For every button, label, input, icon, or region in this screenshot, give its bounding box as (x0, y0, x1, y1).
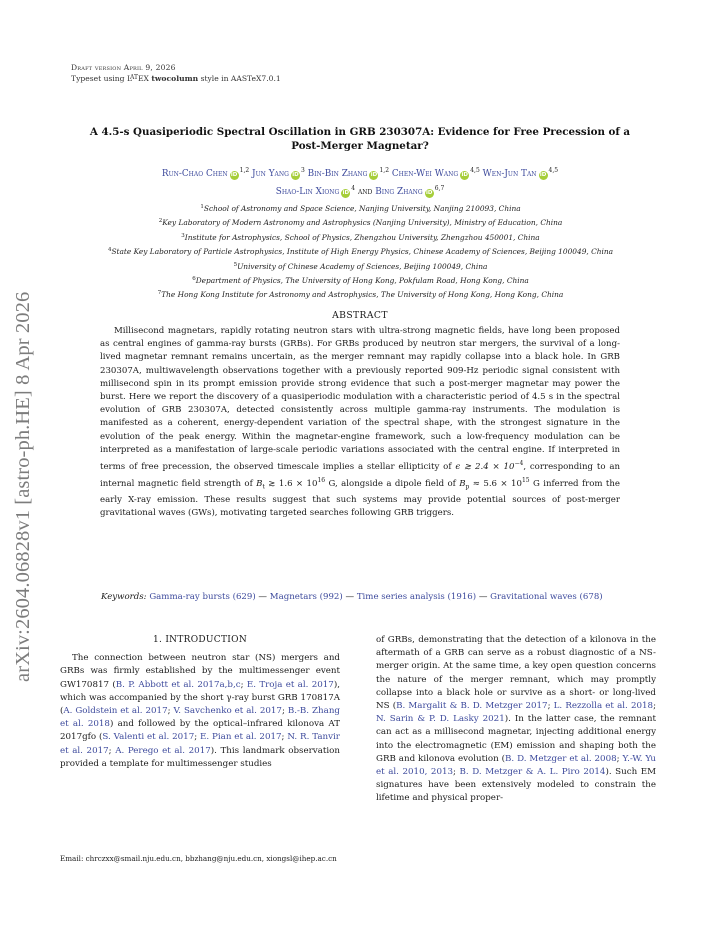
arxiv-identifier-stamp[interactable]: arXiv:2604.06828v1 [astro-ph.HE] 8 Apr 2026 (12, 291, 34, 682)
author-list (70, 164, 650, 199)
orcid-icon[interactable]: iD (425, 189, 433, 196)
draft-version: Draft version April 9, 2026 (71, 63, 176, 72)
section-heading-introduction: 1. INTRODUCTION (152, 635, 248, 645)
keyword-link[interactable]: Time series analysis (1916) (356, 592, 477, 602)
citation-link[interactable]: B. D. Metzger & A. L. Piro 2014 (459, 767, 606, 778)
paper-title: A 4.5-s Quasiperiodic Spectral Oscillation in GRB 230307A: Evidence for Free Precession of a Post-Merger Magnetar? (89, 126, 631, 152)
affiliation-text: Key Laboratory of Modern Astronomy and Astrophysics (Nanjing University), Ministry of Education, China (162, 218, 563, 228)
orcid-icon[interactable]: iD (370, 172, 378, 178)
affiliation-line (40, 230, 680, 244)
body-text: ; (281, 706, 288, 717)
keyword-separator: — (476, 592, 491, 602)
author-name[interactable]: Chen-Wei Wang (391, 169, 459, 179)
citation-link[interactable]: B. Margalit & B. D. Metzger 2017 (396, 701, 548, 712)
orcid-icon[interactable]: iD (292, 172, 299, 178)
abstract-body: Millisecond magnetars, rapidly rotating neutron stars with ultra-strong magnetic fields, have long been proposed as central engines of gamma-ray bursts (GRBs). For GRBs produced by neutron star mergers, the survival of a long-lived magnetar remnant remains uncertain, as the merger remnant may rapidly collapse into a black hole. In GRB 230307A, multiwavelength observations together with a previously reported 909-Hz periodic signal consistent with millisecond spin in its prompt emission provide strong evidence that such a post-merger magnetar may power the burst. Here we report the discovery of a quasiperiodic modulation with a characteristic period of 4.5 s in the spectral evolution of GRB 230307A, detected consistently across multiple gamma-ray instruments. The modulation is manifested as a coherent, energy-dependent variation of the spectral shape, with the strongest signature in the evolution of the peak energy. Within the magnetar-engine framework, such a low-frequency modulation can be interpreted as a manifestation of large-scale periodic variations associated with the central engine. If interpreted in terms of free precession, the observed timescale implies a stellar ellipticity of ϵ ≳ $2.4 \times 10^{-4}$, corresponding to an internal magnetic field strength of $B_t$ ≳ $1.6 \times 10^{16}$ G, alongside a dipole field of $B_p \approx 5.6 \times 10^{15}$ G inferred from the early X-ray emission. These results suggest that such systems may provide potential sources of post-merger gravitational waves (GWs), motivating targeted searches following GRB triggers. (100, 326, 621, 519)
author-name[interactable]: Bing Zhang (375, 186, 423, 197)
body-text: ; (281, 732, 288, 743)
orcid-icon[interactable]: iD (230, 172, 238, 178)
citation-link[interactable]: E. Pian et al. 2017 (200, 732, 282, 743)
author-affiliation-marker: 1,2 (239, 167, 250, 174)
affiliation-number: 7 (157, 290, 162, 297)
affiliation-line (40, 259, 680, 273)
author-affiliation-marker: 4,5 (548, 167, 559, 174)
affiliation-line (40, 287, 680, 301)
body-text: ; (194, 732, 201, 743)
keywords (101, 591, 621, 604)
author-name[interactable]: Shao-Lin Xiong (275, 186, 340, 197)
citation-link[interactable]: S. Valenti et al. 2017 (102, 732, 195, 743)
intro-paragraph-right (376, 634, 656, 806)
body-text: The connection between neutron star (NS) mergers and GRBs was firmly established by the multimessenger event GW170817 ( (60, 653, 340, 690)
column-left (60, 634, 340, 771)
keyword-separator: — (255, 592, 270, 602)
affiliation-number: 3 (181, 232, 185, 239)
author-and: and (357, 186, 373, 197)
typeset-line: Typeset using $L^{AT}EX$ twocolumn style in AASTeX7.0.1 (71, 74, 281, 83)
author-affiliation-marker: 6,7 (434, 184, 445, 192)
citation-link[interactable]: E. Troja et al. 2017 (246, 679, 334, 690)
keyword-separator: — (342, 592, 357, 602)
citation-link[interactable]: N. R. Tanvir et al. 2017 (60, 732, 340, 756)
citation-link[interactable]: L. Rezzolla et al. 2018 (553, 701, 654, 712)
body-text: ). Such EM signatures have been extensively modeled to constrain the lifetime and physical proper- (376, 767, 656, 804)
body-text: ; (167, 706, 174, 717)
affiliation-text: School of Astronomy and Space Science, Nanjing University, Nanjing 210093, China (203, 204, 521, 213)
author-affiliation-marker: 4,5 (470, 167, 480, 174)
affiliation-text: State Key Laboratory of Particle Astrophysics, Institute of High Energy Physics, Chinese Academy of Sciences, Beijing 100049, China (111, 247, 614, 257)
abstract-heading: ABSTRACT (332, 310, 388, 321)
affiliation-text: Department of Physics, The University of Hong Kong, Pokfulam Road, Hong Kong, China (195, 276, 529, 286)
citation-link[interactable]: Y.-W. Yu et al. 2010, 2013 (376, 753, 656, 778)
body-text: of GRBs, demonstrating that the detection of a kilonova in the aftermath of a GRB can serve as a robust diagnostic of a NS-merger origin. At the same time, a key open question concerns the nature of the merger remnant, which may promptly collapse into a black hole or survive as a short- or long-lived NS ( (376, 635, 656, 712)
body-text: ; (240, 679, 247, 690)
body-text: ), which was accompanied by the short γ-ray burst GRB 170817A ( (60, 679, 340, 717)
author-affiliation-marker: 3 (300, 167, 305, 174)
affiliation-line (40, 201, 680, 215)
affiliation-line (40, 244, 680, 258)
orcid-icon[interactable]: iD (539, 172, 547, 178)
keyword-link[interactable]: Gravitational waves (678) (490, 592, 603, 602)
affiliation-number: 6 (192, 276, 196, 283)
citation-link[interactable]: A. Goldstein et al. 2017 (63, 706, 168, 717)
body-text: ; (547, 701, 554, 712)
author-affiliation-marker: 4 (351, 184, 356, 192)
affiliation-text: University of Chinese Academy of Sciences, Beijing 100049, China (237, 261, 488, 271)
body-text: ; (453, 767, 460, 778)
keyword-link[interactable]: Magnetars (992) (269, 592, 343, 602)
affiliation-list (40, 201, 680, 302)
keyword-link[interactable]: Gamma-ray bursts (629) (149, 592, 256, 602)
affiliation-text: The Hong Kong Institute for Astronomy and Astrophysics, The University of Hong Kong, Hong Kong, China (161, 290, 564, 300)
affiliation-number: 1 (200, 204, 204, 210)
body-text: ) and followed by the optical–infrared kilonova AT 2017gfo ( (60, 719, 341, 743)
author-name[interactable]: Jun Yang (252, 169, 289, 179)
affiliation-number: 2 (158, 218, 163, 225)
preprint-header (71, 63, 281, 84)
body-text: ; (616, 753, 623, 764)
author-name[interactable]: Bin-Bin Zhang (307, 169, 368, 179)
column-right (376, 634, 656, 806)
body-text: ). In the latter case, the remnant can act as a millisecond magnetar, injecting additional energy into the electromagnetic (EM) emission and shaping both the GRB and kilonova evolution ( (376, 714, 656, 764)
citation-link[interactable]: V. Savchenko et al. 2017 (173, 706, 282, 717)
body-text: ). This landmark observation provided a template for multimessenger studies (60, 745, 340, 769)
citation-link[interactable]: N. Sarin & P. D. Lasky 2021 (376, 714, 505, 725)
body-text: ; (108, 745, 116, 756)
affiliation-line (40, 215, 680, 229)
corresponding-email: Email: chrczxx@smail.nju.edu.cn, bbzhang@nju.edu.cn, xiongsl@ihep.ac.cn (60, 854, 337, 863)
author-name[interactable]: Wen-Jun Tan (482, 169, 537, 179)
affiliation-number: 5 (233, 261, 238, 268)
citation-link[interactable]: B. D. Metzger et al. 2008 (505, 753, 617, 764)
citation-link[interactable]: A. Perego et al. 2017 (115, 745, 211, 756)
orcid-icon[interactable]: iD (461, 172, 468, 178)
orcid-icon[interactable]: iD (342, 189, 350, 196)
keywords-label: Keywords: (101, 592, 147, 602)
author-affiliation-marker: 1,2 (379, 167, 390, 174)
affiliation-number: 4 (107, 247, 112, 254)
affiliation-line (40, 273, 680, 287)
intro-paragraph-left (60, 652, 340, 771)
author-name[interactable]: Run-Chao Chen (161, 169, 228, 179)
citation-link[interactable]: B.-B. Zhang et al. 2018 (60, 706, 340, 730)
citation-link[interactable]: B. P. Abbott et al. 2017a,b,c (115, 679, 241, 690)
affiliation-text: Institute for Astrophysics, School of Physics, Zhengzhou University, Zhengzhou 450001, China (184, 232, 540, 242)
body-text: ; (653, 701, 656, 712)
